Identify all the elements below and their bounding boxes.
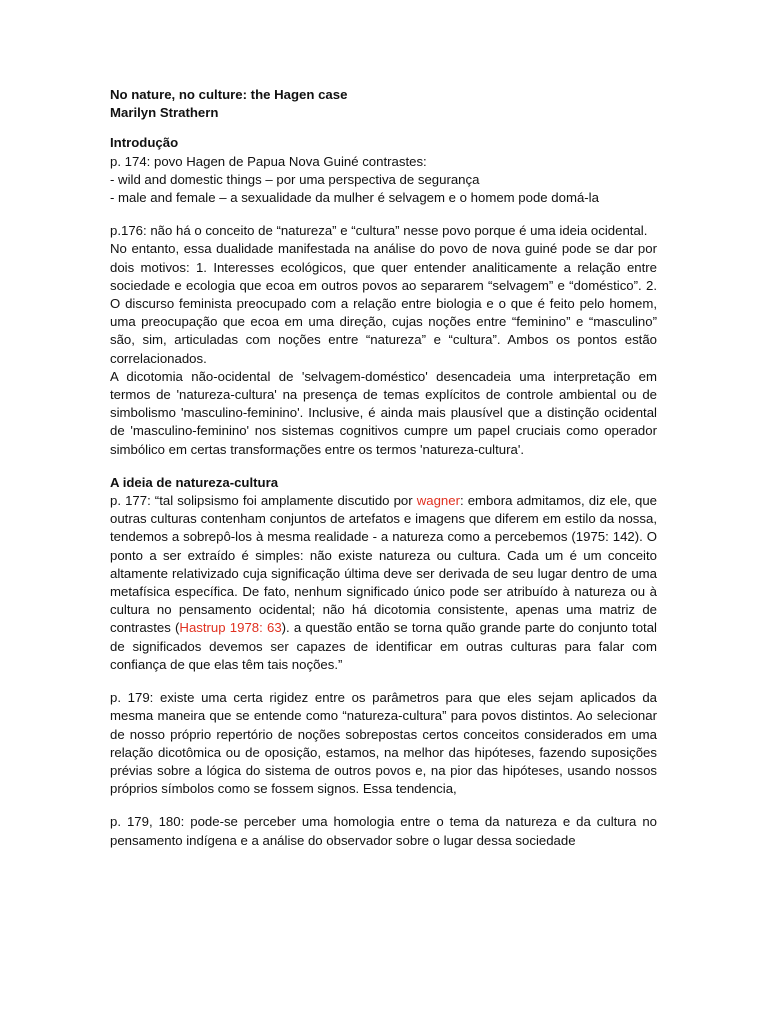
spacer xyxy=(110,122,657,134)
reference-link-hastrup[interactable]: Hastrup 1978: 63 xyxy=(179,620,282,636)
paragraph-dicotomia: A dicotomia não-ocidental de 'selvagem-doméstico' desencadeia uma interpretação em termos de 'natureza-cultura' na presença de temas explícitos de controle ambiental ou de simbolismo 'masculino-feminino'. Inclusive, é ainda mais plausível que a distinção ocidental de 'masculino-feminino' nos sistemas cognitivos cumpre um papel cruciais como operador simbólico em certas transformações entre os termos 'natureza-cultura'. xyxy=(110,368,657,457)
quote-text: ). a questão então se torna quão grande parte do conjunto total de significados devemos ser capazes de identificar em outras culturas para falar com confiança de que elas têm tais noções.” xyxy=(110,620,657,672)
spacer xyxy=(110,798,657,813)
section-heading-natureza-cultura: A ideia de natureza-cultura xyxy=(110,474,279,490)
document-title: No nature, no culture: the Hagen case xyxy=(110,87,348,102)
quote-text: p. 177: “tal solipsismo foi amplamente discutido por xyxy=(110,493,417,509)
spacer xyxy=(110,674,657,689)
paragraph-p177 xyxy=(110,492,657,674)
spacer xyxy=(110,459,657,474)
paragraph-p179-180: p. 179, 180: pode-se perceber uma homologia entre o tema da natureza e da cultura no pensamento indígena e a análise do observador sobre o lugar dessa sociedade xyxy=(110,814,657,848)
intro-heading: Introdução xyxy=(110,135,179,151)
paragraph-no-entanto: No entanto, essa dualidade manifestada na análise do povo de nova guiné pode se dar por dois motivos: 1. Interesses ecológicos, que quer entender analiticamente a relação entre sociedade e ecologia que ecoa em outros povos ao separarem “selvagem” e “doméstico”. 2. O discurso feminista preocupado com a relação entre biologia e o que é feito pelo homem, uma preocupação que ecoa em uma direção, cujas noções entre “feminino” e “masculino” são, sim, articuladas com noções entre “natureza” e “cultura”. Ambos os pontos estão correlacionados. xyxy=(110,241,657,366)
document-author: Marilyn Strathern xyxy=(110,105,219,121)
reference-link-wagner[interactable]: wagner xyxy=(416,493,460,509)
paragraph-p176: p.176: não há o conceito de “natureza” e “cultura” nesse povo porque é uma ideia ocidental. xyxy=(110,223,648,239)
intro-line: - wild and domestic things – por uma perspectiva de segurança xyxy=(110,171,480,187)
quote-text: : embora admitamos, diz ele, que outras culturas contenham conjuntos de artefatos e imagens que diferem em estilo da nossa, tendemos a sobrepô-los à mesma realidade - a natureza como a percebemos (1975: 142). O ponto a ser extraído é simples: não existe natureza ou cultura. Cada um é um conceito altamente relativizado cuja significação última deve ser derivada de seu lugar dentro de uma metafísica específica. De fato, nenhum significado único pode ser atribuído à natureza ou à cultura no pensamento ocidental; não há dicotomia consistente, apenas uma matriz de contrastes ( xyxy=(110,493,657,636)
document-page xyxy=(110,86,657,850)
intro-line: - male and female – a sexualidade da mulher é selvagem e o homem pode domá-la xyxy=(110,190,599,206)
intro-line: p. 174: povo Hagen de Papua Nova Guiné contrastes: xyxy=(110,153,427,169)
spacer xyxy=(110,207,657,222)
paragraph-p179: p. 179: existe uma certa rigidez entre os parâmetros para que eles sejam aplicados da mesma maneira que se entende como “natureza-cultura” para povos distintos. Ao selecionar de nosso próprio repertório de noções sobrepostas certos conceitos considerados em uma relação dicotômica ou de oposição, estamos, na melhor das hipóteses, fazendo suposições prévias sobre a lógica do sistema de outros povos e, na pior das hipóteses, usando nossos próprios símbolos como se fossem signos. Essa tendencia, xyxy=(110,690,657,797)
